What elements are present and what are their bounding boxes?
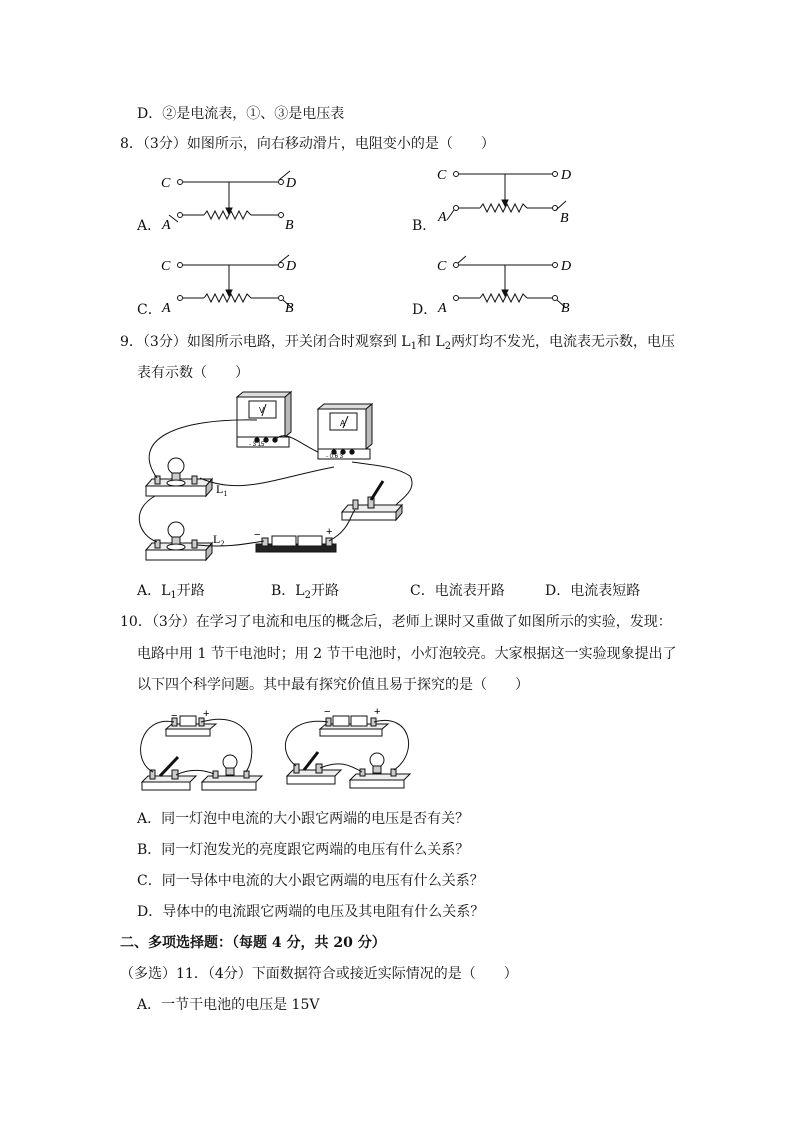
q10-option-d: D．导体中的电流跟它两端的电压及其电阻有什么关系？ [137, 904, 485, 920]
q7-option-d: D．②是电流表，①、③是电压表 [137, 106, 345, 122]
q8d-terminal-b: B [561, 301, 570, 316]
q10-right-minus-label: − [324, 706, 331, 718]
label-l2: $L_2$ [213, 532, 225, 548]
q8a-terminal-b: B [285, 218, 294, 233]
voltmeter-letter: V [259, 406, 265, 415]
q10-option-c: C．同一导体中电流的大小跟它两端的电压有什么关系？ [137, 873, 484, 889]
ammeter-letter: A [340, 419, 346, 428]
q10-right-plus-label: + [374, 706, 381, 718]
q8b-terminal-c: C [437, 168, 447, 183]
q10-left-switch-icon [142, 757, 196, 790]
q8-option-b-label: B． [412, 218, 437, 234]
q8-option-c-label: C． [137, 302, 162, 318]
q10-stem-line2: 电路中用 1 节干电池时；用 2 节干电池时，小灯泡较亮。大家根据这一实验现象提出了 [137, 646, 677, 662]
q9-option-c: C．电流表开路 [410, 583, 505, 599]
q10-stem-line3: 以下四个科学问题。其中最有探究价值且易于探究的是（ ） [137, 677, 529, 693]
q8c-terminal-c: C [161, 259, 171, 274]
q9-stem-line2: 表有示数（ ） [137, 365, 249, 381]
q11-stem: （多选）11．（4分）下面数据符合或接近实际情况的是（ ） [120, 966, 518, 982]
q9-stem-line1: 9．（3分）如图所示电路，开关闭合时观察到 $L_1$和 $L_2$两灯均不发光，电流表无示数，电压 [120, 334, 676, 352]
q9-option-d: D．电流表短路 [545, 583, 641, 599]
ammeter-terminal-labels: - 0.6 3 [326, 454, 344, 460]
q10-option-b: B．同一灯泡发光的亮度跟它两端的电压有什么关系？ [137, 842, 470, 858]
q8b-terminal-b: B [560, 211, 569, 226]
q8d-terminal-a: A [438, 301, 447, 316]
q8-stem: 8．（3分）如图所示，向右移动滑片，电阻变小的是（ ） [120, 136, 495, 152]
q11-option-a: A．一节干电池的电压是 15V [137, 997, 320, 1013]
q10-option-a: A．同一灯泡中电流的大小跟它两端的电压是否有关？ [137, 811, 470, 827]
section-2-heading: 二、多项选择题：（每题 4 分，共 20 分） [120, 935, 386, 951]
q10-stem-line1: 10．（3分）在学习了电流和电压的概念后，老师上课时又重做了如图所示的实验，发现： [120, 614, 672, 630]
q10-right-battery-icon [320, 716, 388, 736]
q10-left-minus-label: − [171, 710, 178, 722]
battery-plus-label: + [326, 526, 333, 538]
q8d-terminal-c: C [437, 259, 447, 274]
q10-left-plus-label: + [203, 708, 210, 720]
q8c-terminal-d: D [286, 259, 297, 274]
q9-option-b: B．$L_2$开路 [271, 583, 339, 601]
voltmeter-terminal-labels: - 3 15 [249, 442, 265, 448]
q8-option-a-label: A． [137, 218, 162, 234]
q8-option-d-label: D． [412, 302, 438, 318]
q8a-terminal-d: D [286, 176, 297, 191]
q8c-terminal-a: A [162, 301, 171, 316]
q9-option-a: A．$L_1$开路 [137, 583, 205, 601]
q8a-terminal-c: C [161, 176, 171, 191]
q8c-terminal-b: B [285, 301, 294, 316]
q10-right-switch-icon [287, 752, 341, 784]
q8d-terminal-d: D [561, 259, 572, 274]
label-l1: $L_1$ [216, 482, 228, 498]
q8b-terminal-a: A [438, 210, 447, 225]
q8a-terminal-a: A [162, 218, 171, 233]
battery-minus-label: − [254, 529, 261, 541]
q8b-terminal-d: D [561, 168, 572, 183]
